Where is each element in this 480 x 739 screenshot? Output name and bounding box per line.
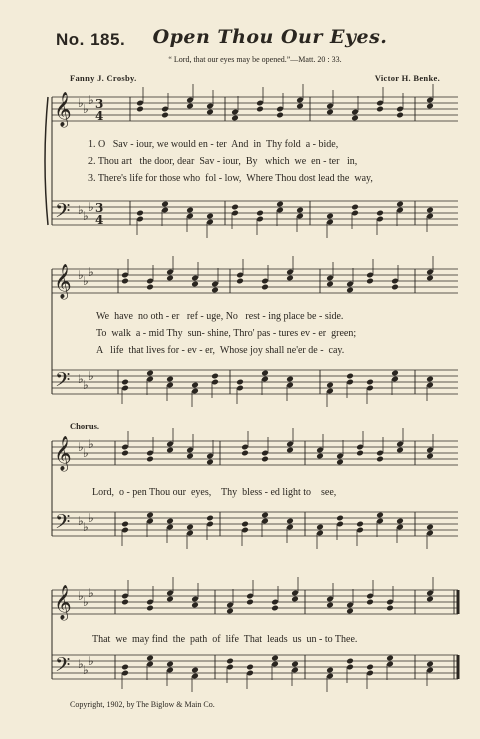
note-head xyxy=(271,655,279,662)
time-sig: 4 xyxy=(95,213,104,227)
flat-sign: ♭ xyxy=(83,446,89,460)
copyright: Copyright, 1902, by The Biglow & Main Co. xyxy=(70,700,215,709)
note-head xyxy=(386,655,394,662)
note-head xyxy=(426,275,434,282)
flat-sign: ♭ xyxy=(88,586,94,600)
note-head xyxy=(191,281,199,288)
lyric-line: We have no oth - er ref - uge, No rest - ing place be - side. xyxy=(96,311,344,322)
bass-clef: 𝄢 xyxy=(55,510,71,538)
flat-sign: ♭ xyxy=(83,663,89,677)
note-head xyxy=(191,382,199,389)
note-head xyxy=(296,207,304,214)
note-head xyxy=(396,447,404,454)
note-head xyxy=(286,518,294,525)
note-head xyxy=(326,213,334,220)
note-head xyxy=(186,103,194,110)
note-head xyxy=(356,521,364,528)
note-head xyxy=(136,210,144,217)
note-head xyxy=(391,370,399,377)
note-head xyxy=(316,524,324,531)
note-head xyxy=(376,512,384,519)
note-head xyxy=(206,515,214,522)
note-head xyxy=(161,112,169,119)
note-head xyxy=(396,201,404,208)
note-head xyxy=(166,447,174,454)
note-head xyxy=(236,278,244,285)
note-head xyxy=(146,512,154,519)
note-head xyxy=(186,207,194,214)
note-head xyxy=(286,275,294,282)
note-head xyxy=(146,284,154,291)
note-head xyxy=(161,201,169,208)
note-head xyxy=(291,661,299,668)
note-head xyxy=(351,204,359,211)
note-head xyxy=(326,602,334,609)
note-head xyxy=(366,599,374,606)
lyric-line: 2. Thou art the door, dear Sav - iour, By which we en - ter in, xyxy=(88,156,358,167)
flat-sign: ♭ xyxy=(83,274,89,288)
flat-sign: ♭ xyxy=(83,102,89,116)
note-head xyxy=(346,608,354,615)
note-head xyxy=(296,103,304,110)
note-head xyxy=(261,456,269,463)
note-head xyxy=(426,376,434,383)
note-head xyxy=(211,287,219,294)
note-head xyxy=(366,278,374,285)
note-head xyxy=(286,376,294,383)
flat-sign: ♭ xyxy=(88,654,94,668)
note-head xyxy=(121,278,129,285)
flat-sign: ♭ xyxy=(83,595,89,609)
flat-sign: ♭ xyxy=(78,268,84,282)
note-head xyxy=(261,370,269,377)
note-head xyxy=(286,447,294,454)
note-head xyxy=(336,459,344,466)
note-head xyxy=(211,373,219,380)
flat-sign: ♭ xyxy=(78,372,84,386)
note-head xyxy=(396,112,404,119)
note-head xyxy=(376,456,384,463)
note-head xyxy=(346,658,354,665)
note-head xyxy=(146,605,154,612)
note-head xyxy=(206,109,214,116)
note-head xyxy=(426,207,434,214)
note-head xyxy=(351,115,359,122)
note-head xyxy=(236,379,244,386)
flat-sign: ♭ xyxy=(78,589,84,603)
note-head xyxy=(391,284,399,291)
flat-sign: ♭ xyxy=(83,209,89,223)
lyric-line: 1. O Sav - iour, we would en - ter And in Thy fold a - bide, xyxy=(88,139,339,150)
note-head xyxy=(146,655,154,662)
note-head xyxy=(166,596,174,603)
note-head xyxy=(336,515,344,522)
time-sig: 3 xyxy=(95,97,104,111)
note-head xyxy=(121,599,129,606)
note-head xyxy=(261,512,269,519)
note-head xyxy=(326,382,334,389)
note-head xyxy=(166,518,174,525)
epigraph: “ Lord, that our eyes may be opened.”—Matt. 20 : 33. xyxy=(168,55,342,64)
note-head xyxy=(276,201,284,208)
flat-sign: ♭ xyxy=(78,96,84,110)
treble-clef: 𝄞 xyxy=(54,585,72,620)
lyric-line: 3. There's life for those who fol - low, Where Thou dost lead the way, xyxy=(88,173,373,184)
note-head xyxy=(366,664,374,671)
flat-sign: ♭ xyxy=(78,514,84,528)
hymn-title: Open Thou Our Eyes. xyxy=(152,26,388,48)
note-head xyxy=(241,450,249,457)
note-head xyxy=(386,605,394,612)
flat-sign: ♭ xyxy=(88,369,94,383)
note-head xyxy=(376,106,384,113)
note-head xyxy=(191,602,199,609)
treble-clef: 𝄞 xyxy=(54,436,72,471)
flat-sign: ♭ xyxy=(88,93,94,107)
flat-sign: ♭ xyxy=(78,657,84,671)
flat-sign: ♭ xyxy=(83,378,89,392)
note-head xyxy=(136,106,144,113)
bass-clef: 𝄢 xyxy=(55,368,71,396)
flat-sign: ♭ xyxy=(78,203,84,217)
note-head xyxy=(246,664,254,671)
flat-sign: ♭ xyxy=(78,440,84,454)
note-head xyxy=(426,596,434,603)
note-head xyxy=(426,524,434,531)
note-head xyxy=(396,518,404,525)
bass-clef: 𝄢 xyxy=(55,199,71,227)
note-head xyxy=(271,605,279,612)
note-head xyxy=(326,281,334,288)
note-head xyxy=(326,109,334,116)
note-head xyxy=(206,213,214,220)
note-head xyxy=(226,658,234,665)
note-head xyxy=(316,453,324,460)
hymn-number: No. 185. xyxy=(56,30,126,49)
lyric-line: That we may find the path of life That leads us un - to Thee. xyxy=(92,634,358,645)
note-head xyxy=(186,453,194,460)
note-head xyxy=(121,664,129,671)
time-sig: 4 xyxy=(95,109,104,123)
flat-sign: ♭ xyxy=(88,511,94,525)
note-head xyxy=(121,379,129,386)
flat-sign: ♭ xyxy=(88,437,94,451)
note-head xyxy=(291,596,299,603)
note-head xyxy=(376,210,384,217)
note-head xyxy=(261,284,269,291)
note-head xyxy=(186,524,194,531)
treble-clef: 𝄞 xyxy=(54,92,72,127)
note-head xyxy=(241,521,249,528)
lyric-line: A life that lives for - ev - er, Whose joy shall ne'er de - cay. xyxy=(96,345,345,356)
note-head xyxy=(276,112,284,119)
treble-clef: 𝄞 xyxy=(54,264,72,299)
note-head xyxy=(166,661,174,668)
note-head xyxy=(226,608,234,615)
brace xyxy=(45,97,48,225)
note-head xyxy=(166,376,174,383)
note-head xyxy=(256,106,264,113)
chorus-label: Chorus. xyxy=(70,421,100,431)
flat-sign: ♭ xyxy=(88,200,94,214)
note-head xyxy=(346,287,354,294)
note-head xyxy=(426,661,434,668)
lyricist: Fanny J. Crosby. xyxy=(70,73,137,83)
note-head xyxy=(231,204,239,211)
note-head xyxy=(326,667,334,674)
note-head xyxy=(121,521,129,528)
note-head xyxy=(231,115,239,122)
note-head xyxy=(206,459,214,466)
lyric-line: To walk a - mid Thy sun- shine, Thro' pas - tures ev - er green; xyxy=(96,328,357,339)
flat-sign: ♭ xyxy=(83,520,89,534)
note-head xyxy=(191,667,199,674)
composer: Victor H. Benke. xyxy=(374,73,440,83)
lyric-line: Lord, o - pen Thou our eyes, Thy bless - ed light to see, xyxy=(92,487,337,498)
bass-clef: 𝄢 xyxy=(55,653,71,681)
time-sig: 3 xyxy=(95,201,104,215)
note-head xyxy=(121,450,129,457)
note-head xyxy=(146,370,154,377)
note-head xyxy=(166,275,174,282)
note-head xyxy=(246,599,254,606)
note-head xyxy=(346,373,354,380)
note-head xyxy=(426,453,434,460)
note-head xyxy=(426,103,434,110)
note-head xyxy=(256,210,264,217)
note-head xyxy=(366,379,374,386)
flat-sign: ♭ xyxy=(88,265,94,279)
note-head xyxy=(356,450,364,457)
note-head xyxy=(146,456,154,463)
